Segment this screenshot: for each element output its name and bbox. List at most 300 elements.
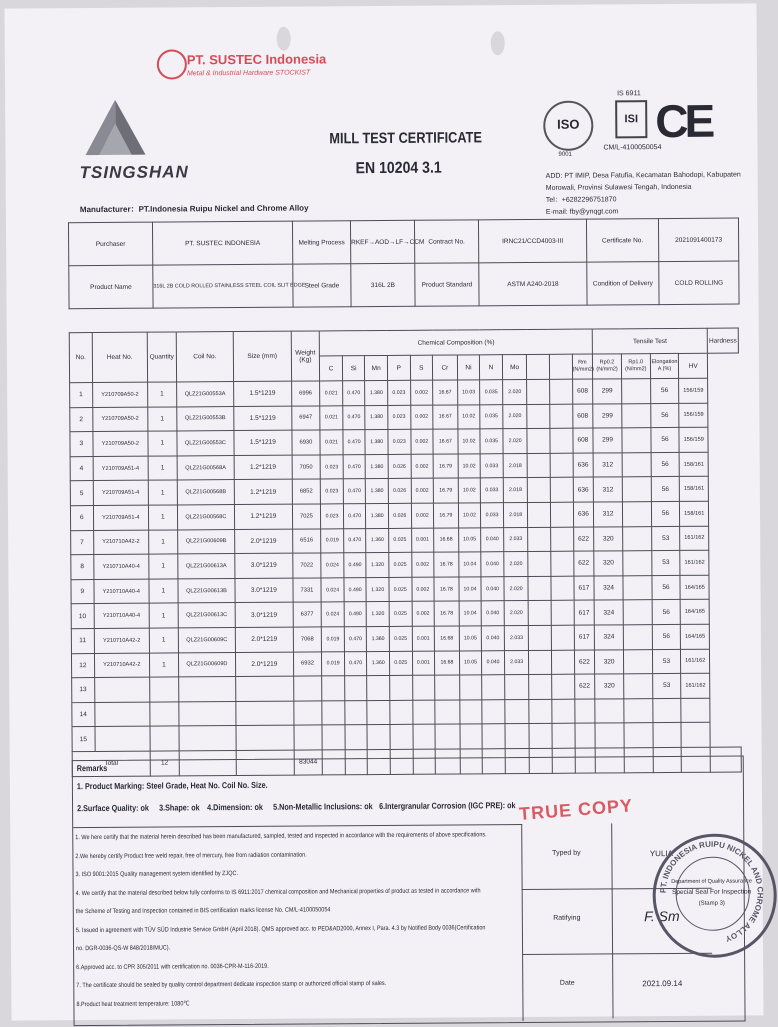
note-line: 4. We certify that the material described below fully conforms to IS 6911:2017 chemical composition and Mechanical properties of product as tested in accordance with xyxy=(75,886,481,897)
chem-value: 2.020 xyxy=(502,379,527,404)
chem-value: 0.035 xyxy=(480,380,503,405)
brand-name: TSINGSHAN xyxy=(79,162,189,183)
size: 1.2*1219 xyxy=(235,504,293,529)
chem-value: 0.021 xyxy=(320,430,343,455)
size xyxy=(236,701,294,726)
is-label: IS 6911 xyxy=(617,90,641,98)
date-label-cell xyxy=(522,953,613,1019)
doc-subtitle: EN 10204 3.1 xyxy=(355,159,442,178)
note-line: no. DGR-0036-QS-W 848/2018/MUC). xyxy=(76,944,171,953)
chem-col-header: Si xyxy=(342,356,365,381)
elongation-value: 56 xyxy=(650,378,679,403)
remark-dimension: 4.Dimension: ok xyxy=(207,801,263,813)
stamp-tagline: Metal & Industrial Hardware STOCKIST xyxy=(186,69,311,78)
chem-value: 10.02 xyxy=(458,478,481,503)
quantity: 1 xyxy=(148,456,177,481)
rm-value: 617 xyxy=(574,625,595,650)
heat-no: Y210709A51-4 xyxy=(93,456,149,481)
chem-value: 0.470 xyxy=(344,627,367,652)
chem-value xyxy=(390,725,413,750)
cml-number: CM/L-4100050054 xyxy=(603,144,662,152)
chem-value xyxy=(505,724,530,749)
rp10-value xyxy=(624,674,653,699)
chem-value: 0.002 xyxy=(411,479,434,504)
chem-value: 0.024 xyxy=(321,578,344,603)
size: 3.0*1219 xyxy=(235,553,293,578)
chem-value: 0.490 xyxy=(344,577,367,602)
chem-value: 16.79 xyxy=(434,503,459,528)
row-no: 6 xyxy=(70,506,93,531)
size: 2.0*1219 xyxy=(235,529,293,554)
elongation-value: 56 xyxy=(651,501,680,526)
weight: 6996 xyxy=(291,381,320,406)
quantity: 1 xyxy=(149,530,178,555)
chem-value: 0.470 xyxy=(343,454,366,479)
coil-no: QLZ21G00613C xyxy=(178,603,236,628)
chem-empty xyxy=(528,576,551,601)
size: 1.5*1219 xyxy=(234,381,292,406)
chem-empty xyxy=(551,625,574,650)
standard-value: ASTM A240-2018 xyxy=(479,262,587,306)
chem-value xyxy=(435,700,460,725)
row-no: 9 xyxy=(71,579,94,604)
row-no: 3 xyxy=(70,432,93,457)
chem-value: 10.02 xyxy=(458,503,481,528)
chem-value xyxy=(412,700,435,725)
chem-value xyxy=(345,700,368,725)
hv-value: 161/162 xyxy=(681,673,710,698)
remark-shape: 3.Shape: ok xyxy=(159,802,200,813)
chem-value: 2.018 xyxy=(503,453,528,478)
heat-no: Y210710A40-4 xyxy=(94,579,150,604)
chem-value: 2.020 xyxy=(504,576,529,601)
heat-no: Y210710A40-4 xyxy=(93,554,149,579)
hv-value: 156/159 xyxy=(679,427,708,452)
iso-number: 9001 xyxy=(558,151,572,158)
chem-value: 0.001 xyxy=(412,651,435,676)
chem-value: 16.67 xyxy=(433,405,458,430)
size: 2.0*1219 xyxy=(235,627,293,652)
chem-value xyxy=(344,676,367,701)
chem-empty xyxy=(551,551,574,576)
chem-value: 1.360 xyxy=(367,626,390,651)
quantity: 1 xyxy=(148,382,177,407)
weight xyxy=(294,725,323,750)
note-line: 5. Issued in agreement with TÜV SÜD Industrie Service GmbH (April 2018). QMS approved acc. to PED&AD2000, Annex I, Para. 4.3 by Notified Body 0036(Certification xyxy=(75,923,486,934)
tensile-col-header: Elongation A (%) xyxy=(650,353,679,378)
header-table xyxy=(68,218,740,310)
chem-value: 1.380 xyxy=(366,503,389,528)
chem-empty xyxy=(527,379,550,404)
rp02-value: 324 xyxy=(594,600,623,625)
heat-no: Y210710A40-4 xyxy=(94,603,150,628)
chem-value: 16.67 xyxy=(433,429,458,454)
chem-empty xyxy=(552,699,575,724)
rp10-value xyxy=(622,452,651,477)
rp10-value xyxy=(623,526,652,551)
chem-value: 10.04 xyxy=(459,601,482,626)
weight-unit: (Kg) xyxy=(299,356,312,364)
chem-value: 0.470 xyxy=(343,405,366,430)
chem-value: 2.018 xyxy=(503,478,528,503)
elongation-value: 56 xyxy=(652,600,681,625)
chem-value xyxy=(390,675,413,700)
chem-value: 0.040 xyxy=(481,527,504,552)
hv-value: 158/161 xyxy=(679,452,708,477)
quantity: 1 xyxy=(149,579,178,604)
test-results-table xyxy=(69,328,742,777)
chem-empty xyxy=(550,502,573,527)
chem-empty xyxy=(528,527,551,552)
chem-empty xyxy=(527,404,550,429)
chem-value: 0.023 xyxy=(388,405,411,430)
inspection-seal xyxy=(652,833,777,958)
chem-value: 16.68 xyxy=(435,651,460,676)
note-line: 2.We hereby certify Product free weld repair, free of mercury, free from radiation contamination. xyxy=(75,851,307,860)
rp02-value: 320 xyxy=(594,551,623,576)
row-no: 5 xyxy=(70,481,93,506)
weight: 6377 xyxy=(293,602,322,627)
col-coil: Coil No. xyxy=(176,332,234,382)
weight xyxy=(293,701,322,726)
chem-empty xyxy=(528,551,551,576)
tensile-col-header: Rm (N/mm2) xyxy=(572,354,593,379)
elongation-value: 56 xyxy=(651,477,680,502)
seal-special: Special Seal For Inspection xyxy=(672,888,752,896)
certificate-sheet xyxy=(4,3,763,1020)
chem-col-header: P xyxy=(387,355,410,380)
chem-empty xyxy=(550,404,573,429)
hv-value xyxy=(681,698,710,723)
chem-value: 10.05 xyxy=(459,626,482,651)
size: 1.5*1219 xyxy=(234,406,292,431)
chem-value: 10.03 xyxy=(457,380,480,405)
quantity xyxy=(150,677,179,702)
col-qty: Quantity xyxy=(147,332,176,382)
rp10-value xyxy=(623,625,652,650)
chem-value: 1.380 xyxy=(365,405,388,430)
chem-value: 0.470 xyxy=(343,504,366,529)
chem-value: 0.002 xyxy=(411,503,434,528)
rp02-value: 320 xyxy=(595,674,624,699)
chem-empty xyxy=(528,502,551,527)
rp10-value xyxy=(624,723,653,748)
chem-value: 0.025 xyxy=(389,626,412,651)
rp10-value xyxy=(622,477,651,502)
coil-no: QLZ21G00613A xyxy=(177,554,235,579)
weight: 7025 xyxy=(292,504,321,529)
chem-value xyxy=(322,725,345,750)
remarks-title: Remarks xyxy=(76,762,108,774)
chem-value: 0.033 xyxy=(481,478,504,503)
elongation-value: 56 xyxy=(652,624,681,649)
quantity: 1 xyxy=(148,407,177,432)
chem-value: 0.026 xyxy=(388,503,411,528)
chem-col-header: Mn xyxy=(365,355,388,380)
address: ADD: PT IMIP, Desa Fatufia, Kecamatan Bahodopi, Kabupaten Morowali, Provinsi Sulawesi Tengah, Indonesia xyxy=(545,171,741,192)
col-heat: Heat No. xyxy=(92,332,148,382)
chem-value: 0.021 xyxy=(320,381,343,406)
chem-value: 16.68 xyxy=(434,626,459,651)
chem-value xyxy=(459,700,482,725)
chem-empty xyxy=(550,478,573,503)
chem-value: 2.018 xyxy=(503,502,528,527)
chem-value: 1.380 xyxy=(365,454,388,479)
chem-empty xyxy=(527,429,550,454)
chem-col-header: Ni xyxy=(457,355,480,380)
isi-mark-icon xyxy=(615,100,647,138)
elongation-value: 53 xyxy=(651,526,680,551)
tensile-header: Tensile Test xyxy=(592,328,707,354)
rm-value: 622 xyxy=(574,674,595,699)
chem-value xyxy=(504,675,529,700)
weight: 7022 xyxy=(292,553,321,578)
typed-label: Typed by xyxy=(552,849,581,857)
rp02-value: 324 xyxy=(594,576,623,601)
chem-value: 10.04 xyxy=(459,577,482,602)
rp02-value: 320 xyxy=(594,526,623,551)
size: 3.0*1219 xyxy=(235,578,293,603)
chem-value xyxy=(435,724,460,749)
chem-value: 0.002 xyxy=(411,454,434,479)
chem-value: 0.025 xyxy=(389,528,412,553)
chem-value xyxy=(482,724,505,749)
tensile-col-header: Rp1.0 (N/mm2) xyxy=(621,354,650,379)
heat-no: Y210710A42-2 xyxy=(93,530,149,555)
chem-value: 0.021 xyxy=(320,405,343,430)
row-no: 12 xyxy=(71,653,94,678)
chem-empty xyxy=(529,699,552,724)
product-label: Product Name xyxy=(69,265,153,309)
chem-value: 10.05 xyxy=(459,650,482,675)
remark-marking: 1. Product Marking: Steel Grade, Heat No. Coil No. Size. xyxy=(76,779,268,792)
heat-no: Y210709A51-4 xyxy=(93,481,149,506)
hv-value: 164/165 xyxy=(680,600,709,625)
chem-empty xyxy=(551,527,574,552)
quantity: 1 xyxy=(148,431,177,456)
rp02-value: 312 xyxy=(593,453,622,478)
hv-value: 156/159 xyxy=(679,378,708,403)
hv-value: 161/162 xyxy=(681,649,710,674)
chem-col-header: Mo xyxy=(502,354,527,379)
note-line: 7. The certificate should be sealed by quality control department dedicate inspection stamp or authorized official stamp of sales. xyxy=(76,979,387,990)
chem-value: 0.002 xyxy=(411,577,434,602)
chem-value: 0.023 xyxy=(321,504,344,529)
chem-value: 16.79 xyxy=(433,478,458,503)
chem-value: 1.360 xyxy=(367,651,390,676)
chem-value: 0.023 xyxy=(388,430,411,455)
quantity: 1 xyxy=(148,505,177,530)
heat-no: Y210709A51-4 xyxy=(93,505,149,530)
chem-empty xyxy=(529,601,552,626)
heat-no: Y210709A50-2 xyxy=(92,431,148,456)
hv-value: 164/165 xyxy=(680,575,709,600)
chem-empty xyxy=(551,650,574,675)
chem-col-header xyxy=(527,354,550,379)
weight-label: Weight xyxy=(295,348,316,357)
quantity: 1 xyxy=(149,554,178,579)
punch-hole xyxy=(491,31,505,55)
standard-label: Product Standard xyxy=(415,263,479,306)
note-line: 3. ISO 9001:2015 Quality management system identified by ZJQC. xyxy=(75,870,239,879)
chem-value xyxy=(482,675,505,700)
remarks-section xyxy=(72,755,746,1026)
chem-value: 0.025 xyxy=(389,577,412,602)
weight: 6852 xyxy=(292,479,321,504)
coil-no xyxy=(178,701,236,726)
iso-badge-icon xyxy=(543,101,593,151)
cert-label: Certificate No. xyxy=(586,219,658,263)
row-no: 2 xyxy=(70,407,93,432)
rm-value: 622 xyxy=(574,650,595,675)
chem-value: 2.033 xyxy=(503,527,528,552)
chem-value xyxy=(412,675,435,700)
rm-value xyxy=(575,723,596,748)
chem-empty xyxy=(529,650,552,675)
weight: 6516 xyxy=(292,529,321,554)
chem-value: 0.023 xyxy=(320,455,343,480)
col-no: No. xyxy=(69,333,92,383)
row-no: 11 xyxy=(71,628,94,653)
row-no: 7 xyxy=(71,530,94,555)
hv-value: 161/162 xyxy=(680,526,709,551)
elongation-value: 56 xyxy=(651,428,680,453)
note-line: the Scheme of Testing and Inspection contained in BIS certification marks license No. CM/L-4100050054 xyxy=(75,906,331,916)
seal-stamp-no: (Stamp 3) xyxy=(698,900,725,907)
address-block xyxy=(546,169,746,218)
chem-value: 10.04 xyxy=(458,552,481,577)
stamp-company: PT. SUSTEC Indonesia xyxy=(186,51,327,68)
grade-value: 316L 2B xyxy=(351,263,415,306)
coil-no: QLZ21G00553C xyxy=(177,431,235,456)
chem-value: 1.320 xyxy=(366,577,389,602)
elongation-value: 56 xyxy=(650,403,679,428)
chem-value xyxy=(367,725,390,750)
date-value-cell xyxy=(612,953,712,1019)
true-copy-stamp: TRUE COPY xyxy=(518,795,634,825)
note-line: 1. We here certify that the material herein described has been manufactured, sampled, tested and inspected in accordance with the requirements of above specifications. xyxy=(75,831,487,842)
weight: 7068 xyxy=(293,627,322,652)
chem-value: 1.380 xyxy=(366,479,389,504)
chem-empty xyxy=(550,379,573,404)
punch-hole xyxy=(277,27,291,51)
product-value: 316L 2B COLD ROLLED STAINLESS STEEL COIL SLIT EDGE xyxy=(153,264,293,308)
delivery-label: Condition of Delivery xyxy=(587,262,659,306)
tsingshan-logo-icon xyxy=(85,100,145,160)
typed-value: YULIA xyxy=(649,848,673,859)
chem-value: 0.002 xyxy=(410,429,433,454)
email: E-mail: fby@ynqgt.com xyxy=(545,208,619,216)
chem-empty xyxy=(551,576,574,601)
chem-value xyxy=(322,676,345,701)
chem-value: 10.02 xyxy=(458,429,481,454)
rp02-value: 299 xyxy=(593,428,622,453)
chem-value: 0.470 xyxy=(344,651,367,676)
size xyxy=(236,676,294,701)
melting-label: Melting Process xyxy=(292,221,350,264)
chem-value: 0.470 xyxy=(343,528,366,553)
chem-value: 0.035 xyxy=(480,404,503,429)
quantity: 1 xyxy=(149,603,178,628)
chem-value: 1.320 xyxy=(367,602,390,627)
chem-col-header xyxy=(549,354,572,379)
chem-col-header: N xyxy=(480,355,503,380)
date-value: 2021.09.14 xyxy=(642,978,683,989)
chem-value: 0.019 xyxy=(322,651,345,676)
size xyxy=(236,725,294,750)
chem-value: 2.033 xyxy=(504,625,529,650)
coil-no: QLZ21G00609D xyxy=(178,652,236,677)
elongation-value: 56 xyxy=(651,452,680,477)
rp10-value xyxy=(622,428,651,453)
rp10-value xyxy=(622,502,651,527)
hv-value xyxy=(681,723,710,748)
chem-value: 0.002 xyxy=(410,405,433,430)
seal-ring-text: PT. INDONESIA RUIPU NICKEL AND CHROME ALLOY xyxy=(658,839,765,944)
rm-value: 608 xyxy=(572,404,593,429)
purchaser-value: PT. SUSTEC INDONESIA xyxy=(152,221,292,265)
weight: 7050 xyxy=(292,455,321,480)
rp10-value xyxy=(623,649,652,674)
doc-title: MILL TEST CERTIFICATE xyxy=(329,129,482,148)
chem-value xyxy=(390,700,413,725)
rp02-value: 324 xyxy=(594,625,623,650)
coil-no xyxy=(179,726,237,751)
table-body xyxy=(70,378,742,776)
hv-value: 156/159 xyxy=(679,403,708,428)
heat-no xyxy=(94,702,150,727)
elongation-value: 53 xyxy=(652,674,681,699)
chem-value: 0.035 xyxy=(480,429,503,454)
weight: 6930 xyxy=(291,430,320,455)
weight xyxy=(293,676,322,701)
chem-empty xyxy=(529,625,552,650)
chem-empty xyxy=(552,723,575,748)
chem-empty xyxy=(528,453,551,478)
chem-value: 2.020 xyxy=(504,552,529,577)
iso-text: ISO xyxy=(557,116,580,132)
typed-label-cell xyxy=(521,823,612,890)
remark-corrosion: 6.Intergranular Corrosion (IGC PRE): ok xyxy=(379,800,516,812)
quantity: 1 xyxy=(148,480,177,505)
elongation-value: 53 xyxy=(651,551,680,576)
hardness-header: Hardness xyxy=(707,328,738,353)
chem-empty xyxy=(529,724,552,749)
coil-no: QLZ21G00609B xyxy=(177,529,235,554)
heat-no xyxy=(95,726,151,751)
chem-value: 10.02 xyxy=(458,454,481,479)
chem-empty xyxy=(550,453,573,478)
chem-value: 0.040 xyxy=(482,626,505,651)
ratify-label-cell xyxy=(522,888,613,955)
chem-value xyxy=(322,700,345,725)
hv-value: 158/161 xyxy=(680,501,709,526)
rm-value: 636 xyxy=(573,453,594,478)
chem-value: 2.020 xyxy=(503,429,528,454)
chem-value: 0.470 xyxy=(342,381,365,406)
date-label: Date xyxy=(559,979,575,987)
row-no: 14 xyxy=(72,702,95,727)
delivery-value: COLD ROLLING xyxy=(659,261,739,305)
chem-value xyxy=(459,675,482,700)
chem-value xyxy=(367,700,390,725)
chem-value: 16.78 xyxy=(434,577,459,602)
rm-value: 622 xyxy=(573,527,594,552)
total-label: Total xyxy=(72,751,150,776)
chem-value: 16.78 xyxy=(434,601,459,626)
chem-value: 0.024 xyxy=(321,602,344,627)
chem-value: 0.025 xyxy=(389,602,412,627)
